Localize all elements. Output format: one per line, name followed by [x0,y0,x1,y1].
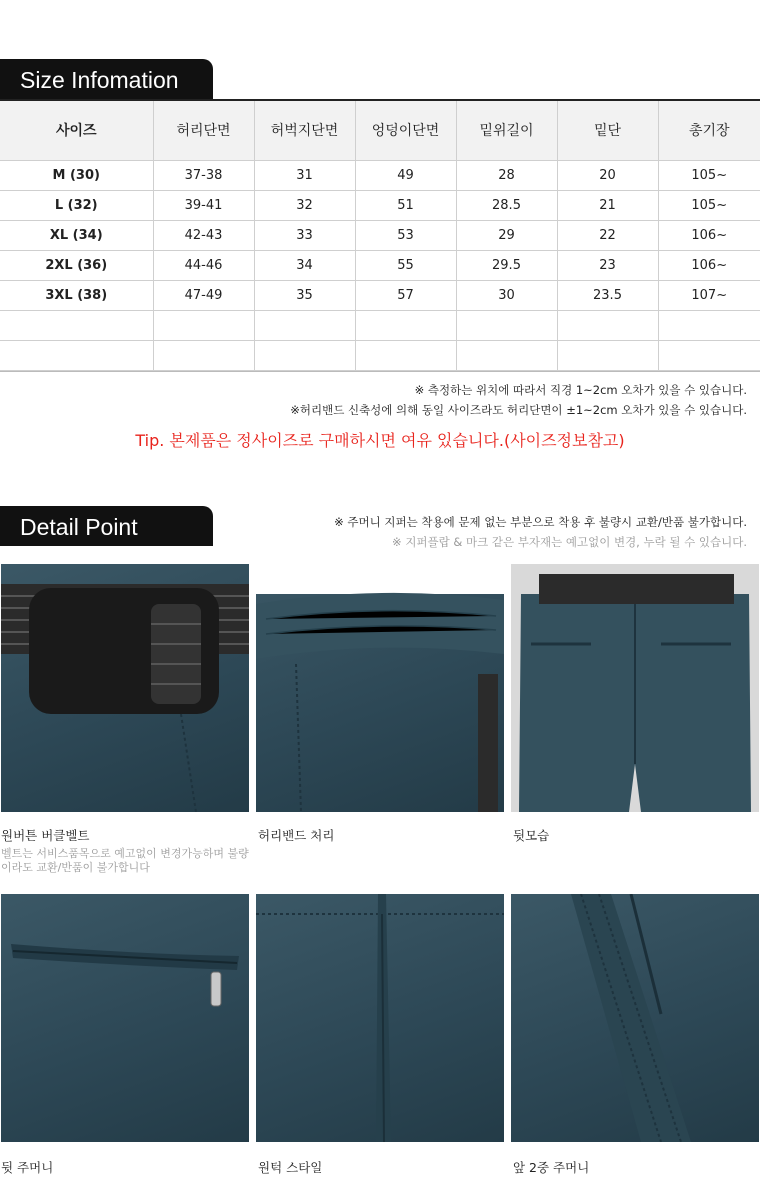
table-cell: 55 [355,250,456,280]
table-cell: 20 [557,160,658,190]
size-table-header-row [0,101,760,160]
table-row [0,160,760,190]
detail-notes [334,514,747,550]
table-row [0,250,760,280]
detail-note-1: ※ 주머니 지퍼는 착용에 문제 없는 부분으로 착용 후 불량시 교환/반품 불가합니다. [334,515,747,529]
table-cell [254,310,355,340]
table-cell [254,340,355,370]
table-cell: 23 [557,250,658,280]
header-hip: 엉덩이단면 [355,101,456,160]
table-cell [456,310,557,340]
table-cell [456,340,557,370]
table-cell [355,310,456,340]
header-waist: 허리단면 [153,101,254,160]
table-cell: 32 [254,190,355,220]
one-tuck-photo [256,894,504,1142]
table-cell [557,310,658,340]
table-cell-size: M (30) [0,160,153,190]
table-cell: 35 [254,280,355,310]
table-cell: 34 [254,250,355,280]
caption-belt-buckle: 원버튼 버클벨트 [1,828,90,843]
table-cell: 29.5 [456,250,557,280]
caption-one-tuck: 원턱 스타일 [258,1160,323,1175]
table-cell [557,340,658,370]
table-cell: 107~ [658,280,760,310]
table-cell: 30 [456,280,557,310]
table-cell: 105~ [658,190,760,220]
detail-note-2: ※ 지퍼플랍 & 마크 같은 부자재는 예고없이 변경, 누락 될 수 있습니다. [392,535,747,549]
detail-point-title: Detail Point [0,506,213,546]
table-cell [153,310,254,340]
table-cell [658,310,760,340]
waistband-photo [256,564,504,812]
size-note-1: ※ 측정하는 위치에 따라서 직경 1~2cm 오차가 있을 수 있습니다. [414,383,747,397]
table-cell: 105~ [658,160,760,190]
front-double-pocket-photo [511,894,759,1142]
table-cell: 22 [557,220,658,250]
header-size: 사이즈 [0,101,153,160]
table-cell: 28.5 [456,190,557,220]
table-cell [355,340,456,370]
table-cell: 53 [355,220,456,250]
caption-front-double-pocket: 앞 2중 주머니 [513,1160,590,1175]
size-note-2: ※허리밴드 신축성에 의해 동일 사이즈라도 허리단면이 ±1~2cm 오차가 있을 수 있습니다. [290,403,747,417]
table-cell: 23.5 [557,280,658,310]
table-cell-size: L (32) [0,190,153,220]
size-tip: Tip. 본제품은 정사이즈로 구매하시면 여유 있습니다.(사이즈정보참고) [135,431,625,450]
table-row [0,220,760,250]
table-cell: 39-41 [153,190,254,220]
table-cell: 42-43 [153,220,254,250]
table-cell-size: 2XL (36) [0,250,153,280]
table-cell: 49 [355,160,456,190]
caption-back-view: 뒷모습 [513,828,550,843]
table-row [0,280,760,310]
table-cell: 106~ [658,220,760,250]
belt-buckle-photo [1,564,249,812]
table-cell: 44-46 [153,250,254,280]
header-hem: 밑단 [557,101,658,160]
table-cell: 106~ [658,250,760,280]
table-cell [0,340,153,370]
header-length: 총기장 [658,101,760,160]
back-pocket-photo [1,894,249,1142]
subcaption-belt-buckle: 벨트는 서비스품목으로 예고없이 변경가능하며 불량이라도 교환/반품이 불가합니다 [1,847,249,874]
table-cell [153,340,254,370]
header-rise: 밑위길이 [456,101,557,160]
table-cell-size: XL (34) [0,220,153,250]
table-row-empty [0,310,760,340]
header-thigh: 허벅지단면 [254,101,355,160]
table-cell: 33 [254,220,355,250]
table-cell: 31 [254,160,355,190]
back-view-photo [511,564,759,812]
caption-waistband: 허리밴드 처리 [258,828,335,843]
size-table-bottom-rule [0,371,760,372]
table-cell: 21 [557,190,658,220]
table-cell: 47-49 [153,280,254,310]
size-info-title: Size Infomation [0,59,213,99]
table-row [0,190,760,220]
caption-back-pocket: 뒷 주머니 [1,1160,54,1175]
size-table [0,101,760,371]
table-cell [0,310,153,340]
table-cell [658,340,760,370]
table-cell-size: 3XL (38) [0,280,153,310]
table-cell: 51 [355,190,456,220]
table-cell: 29 [456,220,557,250]
table-cell: 37-38 [153,160,254,190]
table-cell: 57 [355,280,456,310]
table-cell: 28 [456,160,557,190]
table-row-empty [0,340,760,370]
